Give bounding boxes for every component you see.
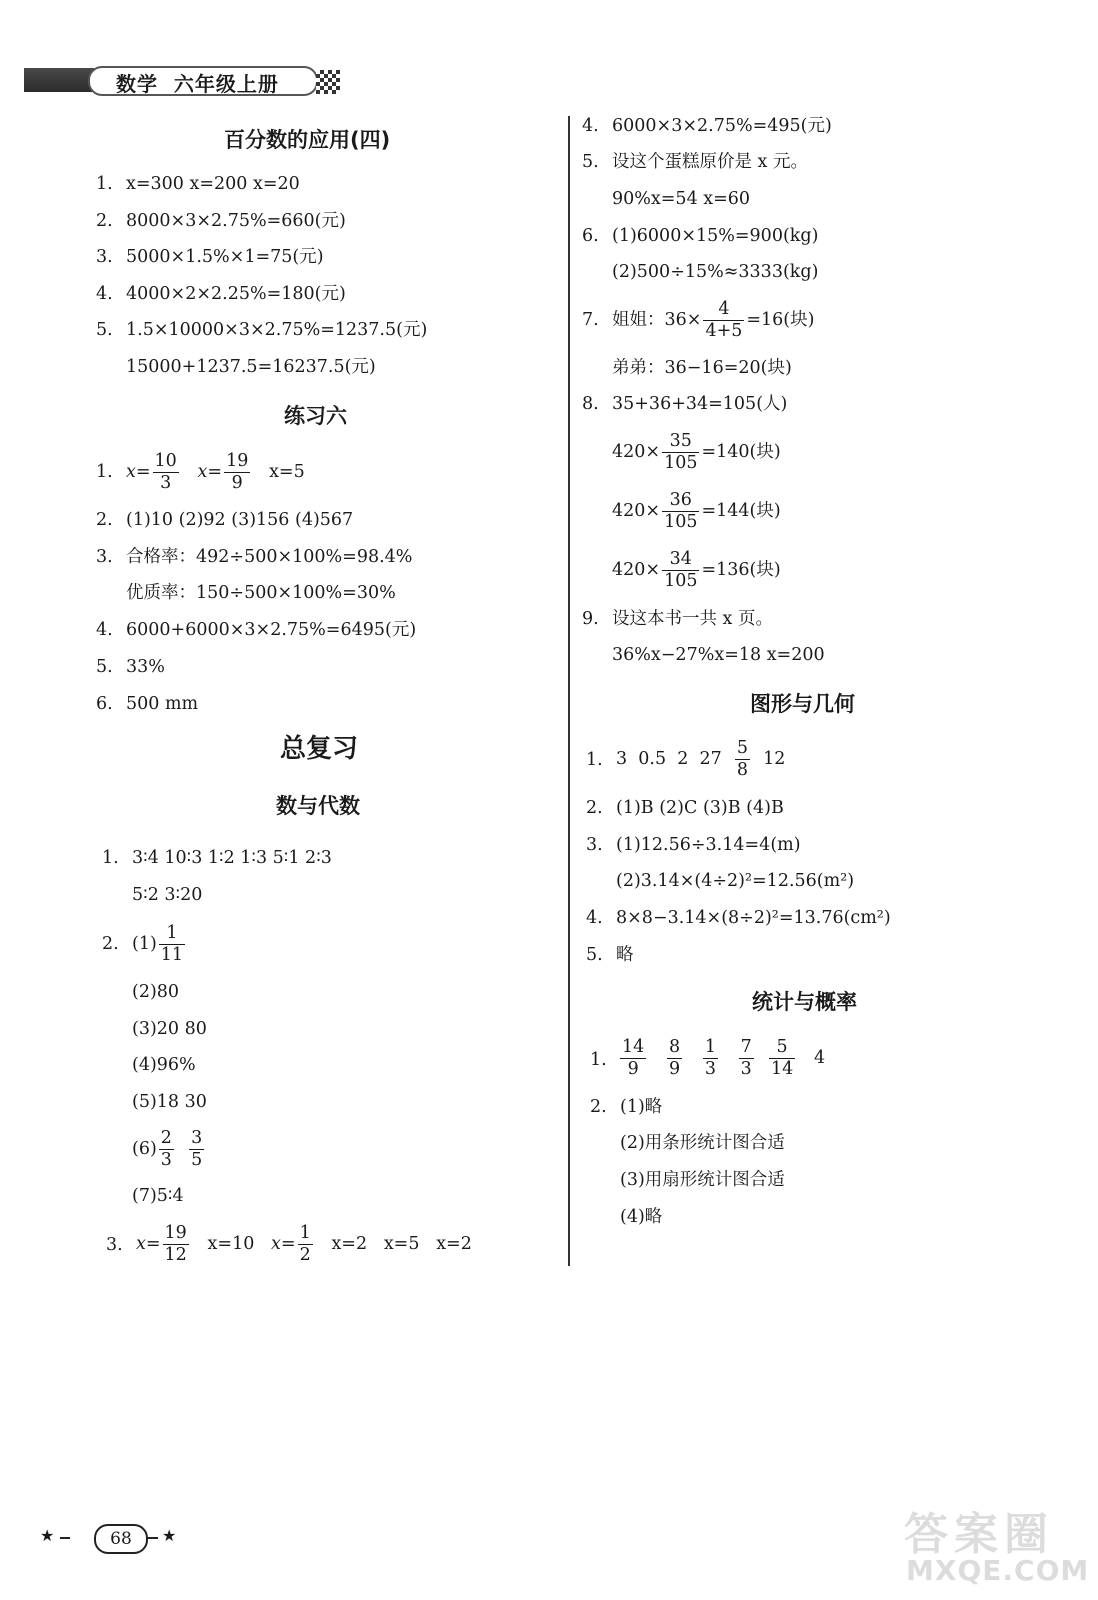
- fraction: $\frac{3}{5}$: [191, 1128, 203, 1170]
- item-number: 6.: [582, 226, 599, 246]
- item-number: 4.: [96, 284, 113, 304]
- page-header: [24, 66, 344, 96]
- watermark-logo-text: 答案圈: [904, 1509, 1054, 1560]
- fraction: $\frac{10}{3}$: [154, 451, 177, 493]
- section-title: 数与代数: [276, 794, 360, 818]
- answer-line: (2)用条形统计图合适: [620, 1133, 785, 1153]
- answer-line: 500 mm: [126, 694, 199, 714]
- answer-line: (1)10 (2)92 (3)156 (4)567: [126, 510, 354, 530]
- fraction: $\frac{34}{105}$: [664, 549, 698, 591]
- star-icon: ★: [40, 1526, 55, 1545]
- answer-line: 35+36+34=105(人): [612, 394, 788, 414]
- section-title: 图形与几何: [750, 692, 855, 716]
- answer-line: 姐姐：36× $\frac{4}{4+5}$ =16(块): [612, 299, 815, 341]
- answer-line: 1.5×10000×3×2.75%=1237.5(元): [126, 320, 428, 340]
- answer-line: 6000×3×2.75%=495(元): [612, 116, 832, 136]
- fraction: $\frac{4}{4+5}$: [705, 299, 743, 341]
- answer-line: (2)500÷15%≈3333(kg): [612, 262, 819, 282]
- fraction: $\frac{1}{2}$: [299, 1223, 311, 1265]
- answer-line: 15000+1237.5=16237.5(元): [126, 357, 376, 377]
- answer-line: 6000+6000×3×2.75%=6495(元): [126, 620, 417, 640]
- answer-line: 420× $\frac{34}{105}$ =136(块): [612, 549, 781, 591]
- item-number: 9.: [582, 609, 599, 629]
- item-number: 5.: [96, 657, 113, 677]
- chapter-title: 总复习: [280, 734, 359, 764]
- item-number: 1.: [102, 848, 119, 868]
- dash-decoration: [60, 1537, 70, 1539]
- answer-line: (1)B (2)C (3)B (4)B: [616, 798, 784, 818]
- section-title: 百分数的应用(四): [224, 128, 391, 152]
- answer-line: 设这本书一共 x 页。: [612, 609, 773, 629]
- answer-line: (3)用扇形统计图合适: [620, 1170, 785, 1190]
- fraction: $\frac{14}{9}$: [622, 1037, 645, 1079]
- item-number: 1.: [96, 462, 113, 482]
- answer-line: 略: [616, 945, 634, 965]
- item-number: 5.: [582, 152, 599, 172]
- answer-line: 4000×2×2.25%=180(元): [126, 284, 346, 304]
- answer-line: 33%: [126, 657, 165, 677]
- answer-line: (1)略: [620, 1097, 663, 1117]
- checker-icon: [316, 70, 340, 94]
- fraction: $\frac{5}{14}$: [770, 1037, 794, 1079]
- section-title: 练习六: [284, 404, 347, 428]
- item-number: 5.: [586, 945, 603, 965]
- answer-line: (6) $\frac{2}{3}$ $\frac{3}{5}$: [132, 1128, 203, 1170]
- item-number: 5.: [96, 320, 113, 340]
- answer-line: (3)20 80: [132, 1019, 207, 1039]
- answer-line: 90%x=54 x=60: [612, 189, 751, 209]
- answer-line: 弟弟：36−16=20(块): [612, 358, 792, 378]
- item-number: 7.: [582, 310, 599, 330]
- item-number: 6.: [96, 694, 113, 714]
- fraction: $\frac{35}{105}$: [664, 431, 698, 473]
- item-number: 4.: [96, 620, 113, 640]
- answer-line: 5000×1.5%×1=75(元): [126, 247, 324, 267]
- item-number: 8.: [582, 394, 599, 414]
- answer-line: 5∶2 3∶20: [132, 885, 203, 905]
- header-bar: [24, 68, 94, 92]
- fraction: $\frac{19}{9}$: [226, 451, 249, 493]
- answer-line: (4)96%: [132, 1055, 196, 1075]
- answer-line: (2)80: [132, 982, 180, 1002]
- answer-line: 3∶4 10∶3 1∶2 1∶3 5∶1 2∶3: [132, 848, 332, 868]
- fraction: $\frac{5}{8}$: [736, 738, 749, 780]
- fraction: $\frac{8}{9}$: [668, 1037, 681, 1079]
- answer-line: x=300 x=200 x=20: [126, 174, 300, 194]
- item-number: 2.: [586, 798, 603, 818]
- answer-line: 合格率：492÷500×100%=98.4%: [126, 547, 413, 567]
- fraction: $\frac{19}{12}$: [164, 1223, 187, 1265]
- item-number: 1.: [96, 174, 113, 194]
- item-number: 1.: [586, 750, 603, 770]
- fraction: $\frac{1}{11}$: [160, 923, 184, 965]
- fraction: $\frac{1}{3}$: [704, 1037, 716, 1079]
- item-number: 3.: [96, 547, 113, 567]
- fraction: $\frac{36}{105}$: [664, 490, 698, 532]
- answer-line: x= $\frac{19}{12}$ x=10 x= $\frac{1}{2}$ x=2 x=5 x=2: [136, 1223, 472, 1265]
- item-number: 2.: [96, 510, 113, 530]
- page-number: 68: [94, 1524, 148, 1554]
- answer-line: 420× $\frac{35}{105}$ =140(块): [612, 431, 781, 473]
- answer-line: (5)18 30: [132, 1092, 207, 1112]
- answer-line: 36%x−27%x=18 x=200: [612, 645, 825, 665]
- item-number: 3.: [586, 835, 603, 855]
- header-title: 数学 六年级上册: [116, 72, 279, 96]
- fraction: $\frac{7}{3}$: [740, 1037, 752, 1079]
- star-icon: ★: [162, 1526, 177, 1545]
- item-number: 4.: [582, 116, 599, 136]
- item-number: 2.: [96, 211, 113, 231]
- column-divider: [568, 116, 570, 1266]
- item-number: 3.: [96, 247, 113, 267]
- answer-line: (2)3.14×(4÷2)²=12.56(m²): [616, 871, 855, 891]
- answer-line: (1)6000×15%=900(kg): [612, 226, 819, 246]
- answer-line: 3 0.5 2 27 $\frac{5}{8}$ 12: [616, 738, 786, 780]
- item-number: 1.: [590, 1050, 607, 1070]
- item-number: 4.: [586, 908, 603, 928]
- page-number-badge: [40, 1524, 180, 1554]
- fraction: $\frac{2}{3}$: [160, 1128, 172, 1170]
- answer-line: (1)12.56÷3.14=4(m): [616, 835, 801, 855]
- item-number: 3.: [106, 1235, 123, 1255]
- watermark-url: MXQE.COM: [906, 1554, 1090, 1587]
- item-number: 2.: [590, 1097, 607, 1117]
- dash-decoration: [148, 1537, 158, 1539]
- answer-line: 设这个蛋糕原价是 x 元。: [612, 152, 808, 172]
- answer-line: (4)略: [620, 1207, 663, 1227]
- answer-line: (7)5∶4: [132, 1186, 184, 1206]
- answer-line: 8000×3×2.75%=660(元): [126, 211, 346, 231]
- item-number: 2.: [102, 934, 119, 954]
- answer-line: $\frac{14}{9}$ $\frac{8}{9}$ $\frac{1}{3}$ $\frac{7}{3}$ $\frac{5}{14}$ 4: [622, 1037, 826, 1079]
- answer-line: 8×8−3.14×(8÷2)²=13.76(cm²): [616, 908, 891, 928]
- answer-line: (1) $\frac{1}{11}$: [132, 923, 184, 965]
- answer-line: 420× $\frac{36}{105}$ =144(块): [612, 490, 781, 532]
- answer-line: x= $\frac{10}{3}$ x= $\frac{19}{9}$ x=5: [126, 451, 305, 493]
- watermark: [900, 1498, 1090, 1594]
- section-title: 统计与概率: [752, 990, 857, 1014]
- answer-line: 优质率：150÷500×100%=30%: [126, 583, 396, 603]
